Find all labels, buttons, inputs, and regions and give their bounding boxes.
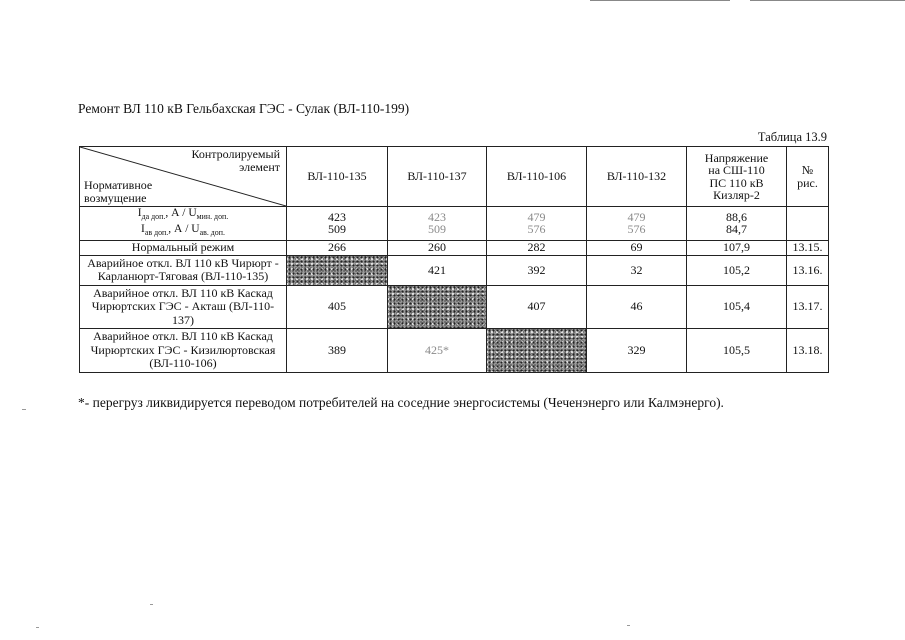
footnote: *- перегруз ликвидируется переводом потребителей на соседние энергосистемы (Чеченэнерго или Калмэнерго). <box>78 395 724 410</box>
value-cell: 260 <box>388 240 487 255</box>
row-label: Аварийное откл. ВЛ 110 кВ Каскад Чирюртских ГЭС - Акташ (ВЛ-110-137) <box>80 285 287 328</box>
corner-header-cell <box>80 147 287 207</box>
value-cell: 407 <box>487 285 587 328</box>
limit-label-normal: $I_{да доп.}$, А / $U_{мин. доп.}$ <box>137 207 229 221</box>
column-header: ВЛ-110-135 <box>287 147 388 207</box>
row-label: Нормальный режим <box>80 240 287 255</box>
empty-cell <box>787 207 829 241</box>
value-cell: 69 <box>587 240 687 255</box>
value-cell: 405 <box>287 285 388 328</box>
voltage-limit-cell: 88,6 84,7 <box>687 207 787 241</box>
controlled-element-label: Контролируемый элемент <box>191 147 280 174</box>
limit-cell: 423 509 <box>287 207 388 241</box>
voltage-cell: 105,2 <box>687 255 787 285</box>
value-cell: 46 <box>587 285 687 328</box>
top-border-line-right <box>750 0 905 1</box>
scan-speck <box>627 625 630 626</box>
value-cell: 266 <box>287 240 388 255</box>
value-cell: 32 <box>587 255 687 285</box>
row-label: Аварийное откл. ВЛ 110 кВ Чирюрт - Карланюрт-Тяговая (ВЛ-110-135) <box>80 255 287 285</box>
limits-row <box>80 207 829 241</box>
figure-number-cell: 13.15. <box>787 240 829 255</box>
column-header: ВЛ-110-137 <box>388 147 487 207</box>
overload-value-cell: 425* <box>388 328 487 372</box>
limit-label-emergency: $I_{ав доп.}$, А / $U_{ав. доп.}$ <box>141 223 225 238</box>
value-cell: 392 <box>487 255 587 285</box>
top-border-line <box>590 0 730 1</box>
header-row <box>80 147 829 207</box>
value-cell: 421 <box>388 255 487 285</box>
shaded-disconnected-cell <box>487 328 587 372</box>
value-cell: 389 <box>287 328 388 372</box>
shaded-disconnected-cell <box>287 255 388 285</box>
voltage-cell: 105,5 <box>687 328 787 372</box>
figure-number-cell: 13.18. <box>787 328 829 372</box>
column-header: ВЛ-110-132 <box>587 147 687 207</box>
figure-number-cell: 13.16. <box>787 255 829 285</box>
table-caption: Таблица 13.9 <box>757 130 827 144</box>
data-table <box>79 146 829 373</box>
value-cell: 282 <box>487 240 587 255</box>
voltage-column-header: Напряжение на СШ-110 ПС 110 кВ Кизляр-2 <box>687 147 787 207</box>
document-title: Ремонт ВЛ 110 кВ Гельбахская ГЭС - Сулак (ВЛ-110-199) <box>78 101 410 116</box>
shaded-disconnected-cell <box>388 285 487 328</box>
table-row <box>80 255 829 285</box>
table-row <box>80 285 829 328</box>
scan-speck <box>150 604 153 605</box>
scan-speck <box>36 627 39 628</box>
row-label: Аварийное откл. ВЛ 110 кВ Каскад Чирюртских ГЭС - Кизилюртовская (ВЛ-110-106) <box>80 328 287 372</box>
voltage-cell: 105,4 <box>687 285 787 328</box>
limits-label-cell <box>80 207 287 241</box>
limit-cell: 479 576 <box>587 207 687 241</box>
voltage-cell: 107,9 <box>687 240 787 255</box>
disturbance-label: Нормативное возмущение <box>84 178 153 205</box>
limit-cell: 479 576 <box>487 207 587 241</box>
scan-speck <box>22 409 26 410</box>
limit-cell: 423 509 <box>388 207 487 241</box>
table-row <box>80 328 829 372</box>
value-cell: 329 <box>587 328 687 372</box>
column-header: ВЛ-110-106 <box>487 147 587 207</box>
figure-number-header: № рис. <box>787 147 829 207</box>
table-row <box>80 240 829 255</box>
figure-number-cell: 13.17. <box>787 285 829 328</box>
